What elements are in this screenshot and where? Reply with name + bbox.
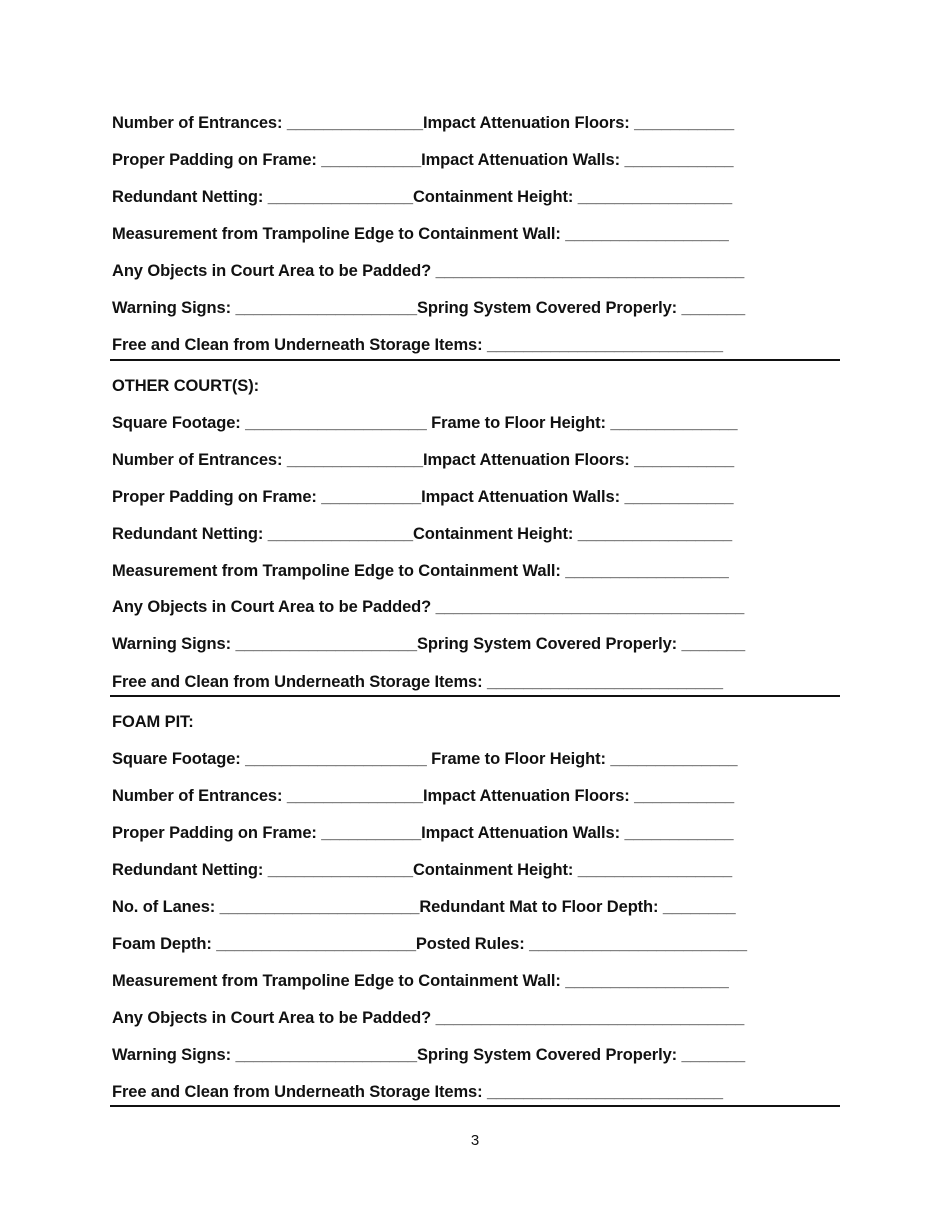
- form-line-entrances: Number of Entrances: _______________Impact Attenuation Floors: ___________: [112, 451, 735, 469]
- form-line-netting: Redundant Netting: ________________Containment Height: _________________: [112, 525, 733, 543]
- form-line-padding: Proper Padding on Frame: ___________Impact Attenuation Walls: ____________: [112, 488, 734, 506]
- form-line-foam-depth: Foam Depth: ______________________Posted Rules: ________________________: [112, 935, 747, 953]
- form-line-objects: Any Objects in Court Area to be Padded? __________________________________: [112, 262, 745, 280]
- form-line-storage: Free and Clean from Underneath Storage Items: __________________________: [112, 1083, 723, 1101]
- section-divider: [110, 1105, 840, 1107]
- section-heading-foam-pit: FOAM PIT:: [112, 713, 194, 731]
- form-line-objects: Any Objects in Court Area to be Padded? __________________________________: [112, 1009, 745, 1027]
- form-line-warning: Warning Signs: ____________________Spring System Covered Properly: _______: [112, 1046, 746, 1064]
- form-line-netting: Redundant Netting: ________________Containment Height: _________________: [112, 861, 733, 879]
- form-line-warning: Warning Signs: ____________________Spring System Covered Properly: _______: [112, 635, 746, 653]
- section-divider: [110, 695, 840, 697]
- form-line-objects: Any Objects in Court Area to be Padded? __________________________________: [112, 598, 745, 616]
- form-line-netting: Redundant Netting: ________________Containment Height: _________________: [112, 188, 733, 206]
- form-line-entrances: Number of Entrances: _______________Impact Attenuation Floors: ___________: [112, 114, 735, 132]
- form-line-entrances: Number of Entrances: _______________Impact Attenuation Floors: ___________: [112, 787, 735, 805]
- form-line-warning: Warning Signs: ____________________Spring System Covered Properly: _______: [112, 299, 746, 317]
- form-line-padding: Proper Padding on Frame: ___________Impact Attenuation Walls: ____________: [112, 824, 734, 842]
- form-line-measurement: Measurement from Trampoline Edge to Containment Wall: __________________: [112, 225, 729, 243]
- form-line-padding: Proper Padding on Frame: ___________Impact Attenuation Walls: ____________: [112, 151, 734, 169]
- section-divider: [110, 359, 840, 361]
- form-line-square-footage: Square Footage: ____________________ Frame to Floor Height: ______________: [112, 414, 738, 432]
- section-heading-other-courts: OTHER COURT(S):: [112, 377, 259, 395]
- form-line-storage: Free and Clean from Underneath Storage Items: __________________________: [112, 673, 723, 691]
- form-line-measurement: Measurement from Trampoline Edge to Containment Wall: __________________: [112, 562, 729, 580]
- page-number: 3: [470, 1132, 480, 1149]
- form-line-storage: Free and Clean from Underneath Storage Items: __________________________: [112, 336, 723, 354]
- form-line-lanes: No. of Lanes: ______________________Redundant Mat to Floor Depth: ________: [112, 898, 736, 916]
- form-line-measurement: Measurement from Trampoline Edge to Containment Wall: __________________: [112, 972, 729, 990]
- form-line-square-footage: Square Footage: ____________________ Frame to Floor Height: ______________: [112, 750, 738, 768]
